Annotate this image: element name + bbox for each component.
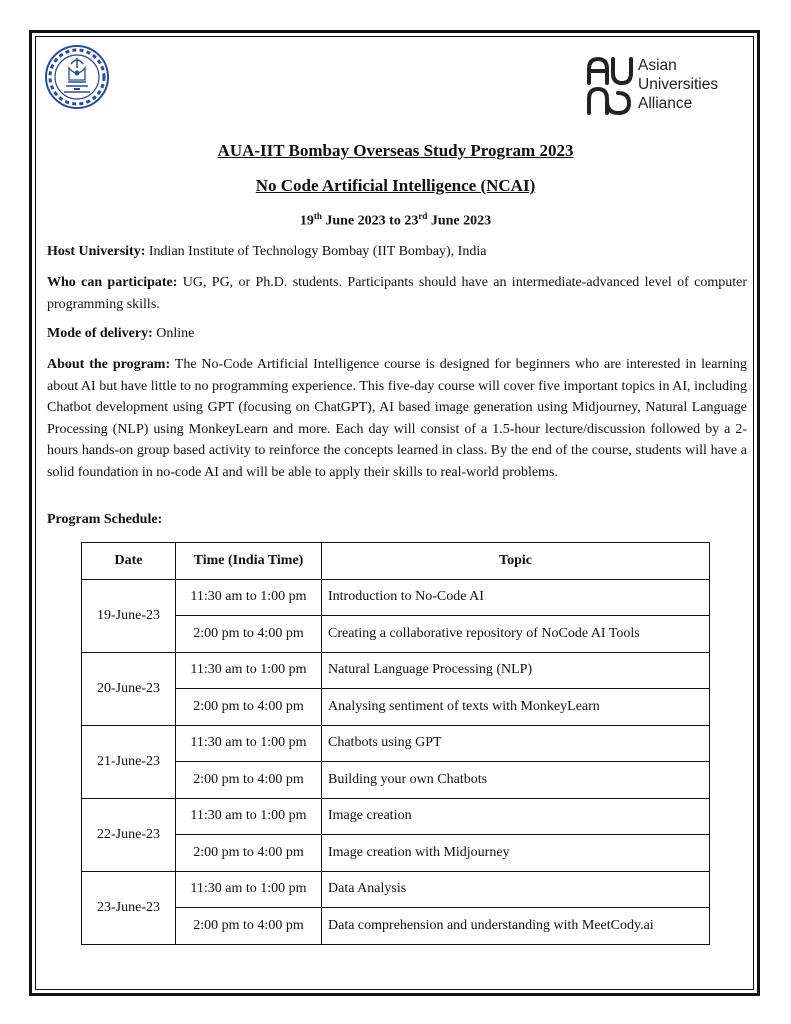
topic-cell: Image creation with Midjourney	[322, 835, 710, 872]
table-header-row	[82, 543, 710, 580]
time-cell: 2:00 pm to 4:00 pm	[176, 762, 322, 799]
dates-end: June 2023	[427, 213, 492, 229]
aua-logo-line: Universities	[638, 76, 719, 93]
date-cell: 21-June-23	[82, 725, 176, 798]
mode-text: Online	[152, 326, 195, 341]
time-cell: 2:00 pm to 4:00 pm	[176, 835, 322, 872]
host-university-paragraph	[47, 241, 747, 263]
date-cell: 20-June-23	[82, 652, 176, 725]
table-row	[82, 652, 710, 689]
course-title: No Code Artificial Intelligence (NCAI)	[255, 176, 536, 195]
time-cell: 11:30 am to 1:00 pm	[176, 725, 322, 762]
topic-cell: Building your own Chatbots	[322, 762, 710, 799]
topic-cell: Chatbots using GPT	[322, 725, 710, 762]
schedule-heading	[47, 509, 747, 531]
time-cell: 11:30 am to 1:00 pm	[176, 652, 322, 689]
who-text: UG, PG, or Ph.D. students. Participants should have an intermediate-advanced level of computer programming skills.	[47, 275, 747, 312]
table-row	[82, 871, 710, 908]
schedule-table	[81, 542, 710, 945]
dates-middle: June 2023 to	[321, 213, 405, 229]
topic-cell: Natural Language Processing (NLP)	[322, 652, 710, 689]
about-label: About the program:	[47, 357, 171, 372]
start-suffix: th	[313, 211, 322, 221]
program-dates	[0, 211, 791, 230]
end-suffix: rd	[418, 211, 428, 221]
topic-cell: Data comprehension and understanding with MeetCody.ai	[322, 908, 710, 945]
time-cell: 11:30 am to 1:00 pm	[176, 798, 322, 835]
header-date: Date	[82, 543, 176, 580]
aua-logo-text	[638, 56, 718, 113]
delivery-mode-paragraph	[47, 323, 747, 345]
start-day: 19	[299, 213, 314, 229]
header-time: Time (India Time)	[176, 543, 322, 580]
date-cell: 19-June-23	[82, 579, 176, 652]
program-title: AUA-IIT Bombay Overseas Study Program 2023	[217, 141, 574, 160]
aua-logo	[585, 55, 745, 117]
table-row	[82, 908, 710, 945]
time-cell: 2:00 pm to 4:00 pm	[176, 689, 322, 726]
aua-logo-line: Asian	[638, 57, 677, 74]
who-label: Who can participate:	[47, 275, 178, 290]
topic-cell: Image creation	[322, 798, 710, 835]
about-text: The No-Code Artificial Intelligence course is designed for beginners who are interested in learning about AI but have little to no programming experience. This five-day course will cover five important topics in AI, including Chatbot development using GPT (focusing on ChatGPT), AI based image generation using Midjourney, Natural Language Processing (NLP) using MonkeyLearn and more. Each day will consist of a 1.5-hour lecture/discussion followed by a 2-hours hands-on group based activity to reinforce the concepts learned in class. By the end of the course, students will have a solid foundation in no-code AI and will be able to apply their skills to real-world problems.	[47, 357, 747, 480]
table-row	[82, 835, 710, 872]
time-cell: 2:00 pm to 4:00 pm	[176, 908, 322, 945]
table-row	[82, 725, 710, 762]
table-row	[82, 579, 710, 616]
time-cell: 11:30 am to 1:00 pm	[176, 871, 322, 908]
schedule-label: Program Schedule:	[47, 512, 163, 527]
table-row	[82, 798, 710, 835]
participants-paragraph	[47, 272, 747, 315]
aua-logo-line: Alliance	[638, 95, 693, 112]
topic-cell: Data Analysis	[322, 871, 710, 908]
table-row	[82, 616, 710, 653]
topic-cell: Creating a collaborative repository of NoCode AI Tools	[322, 616, 710, 653]
date-cell: 23-June-23	[82, 871, 176, 944]
topic-cell: Introduction to No-Code AI	[322, 579, 710, 616]
table-row	[82, 762, 710, 799]
date-cell: 22-June-23	[82, 798, 176, 871]
topic-cell: Analysing sentiment of texts with MonkeyLearn	[322, 689, 710, 726]
iit-bombay-logo-icon	[44, 44, 110, 110]
time-cell: 11:30 am to 1:00 pm	[176, 579, 322, 616]
end-day: 23	[404, 213, 419, 229]
mode-label: Mode of delivery:	[47, 326, 153, 341]
host-label: Host University:	[47, 244, 146, 259]
host-text: Indian Institute of Technology Bombay (IIT Bombay), India	[145, 244, 487, 259]
about-program-paragraph	[47, 354, 747, 483]
aua-mark-icon	[585, 55, 635, 117]
table-row	[82, 689, 710, 726]
header-topic: Topic	[322, 543, 710, 580]
time-cell: 2:00 pm to 4:00 pm	[176, 616, 322, 653]
